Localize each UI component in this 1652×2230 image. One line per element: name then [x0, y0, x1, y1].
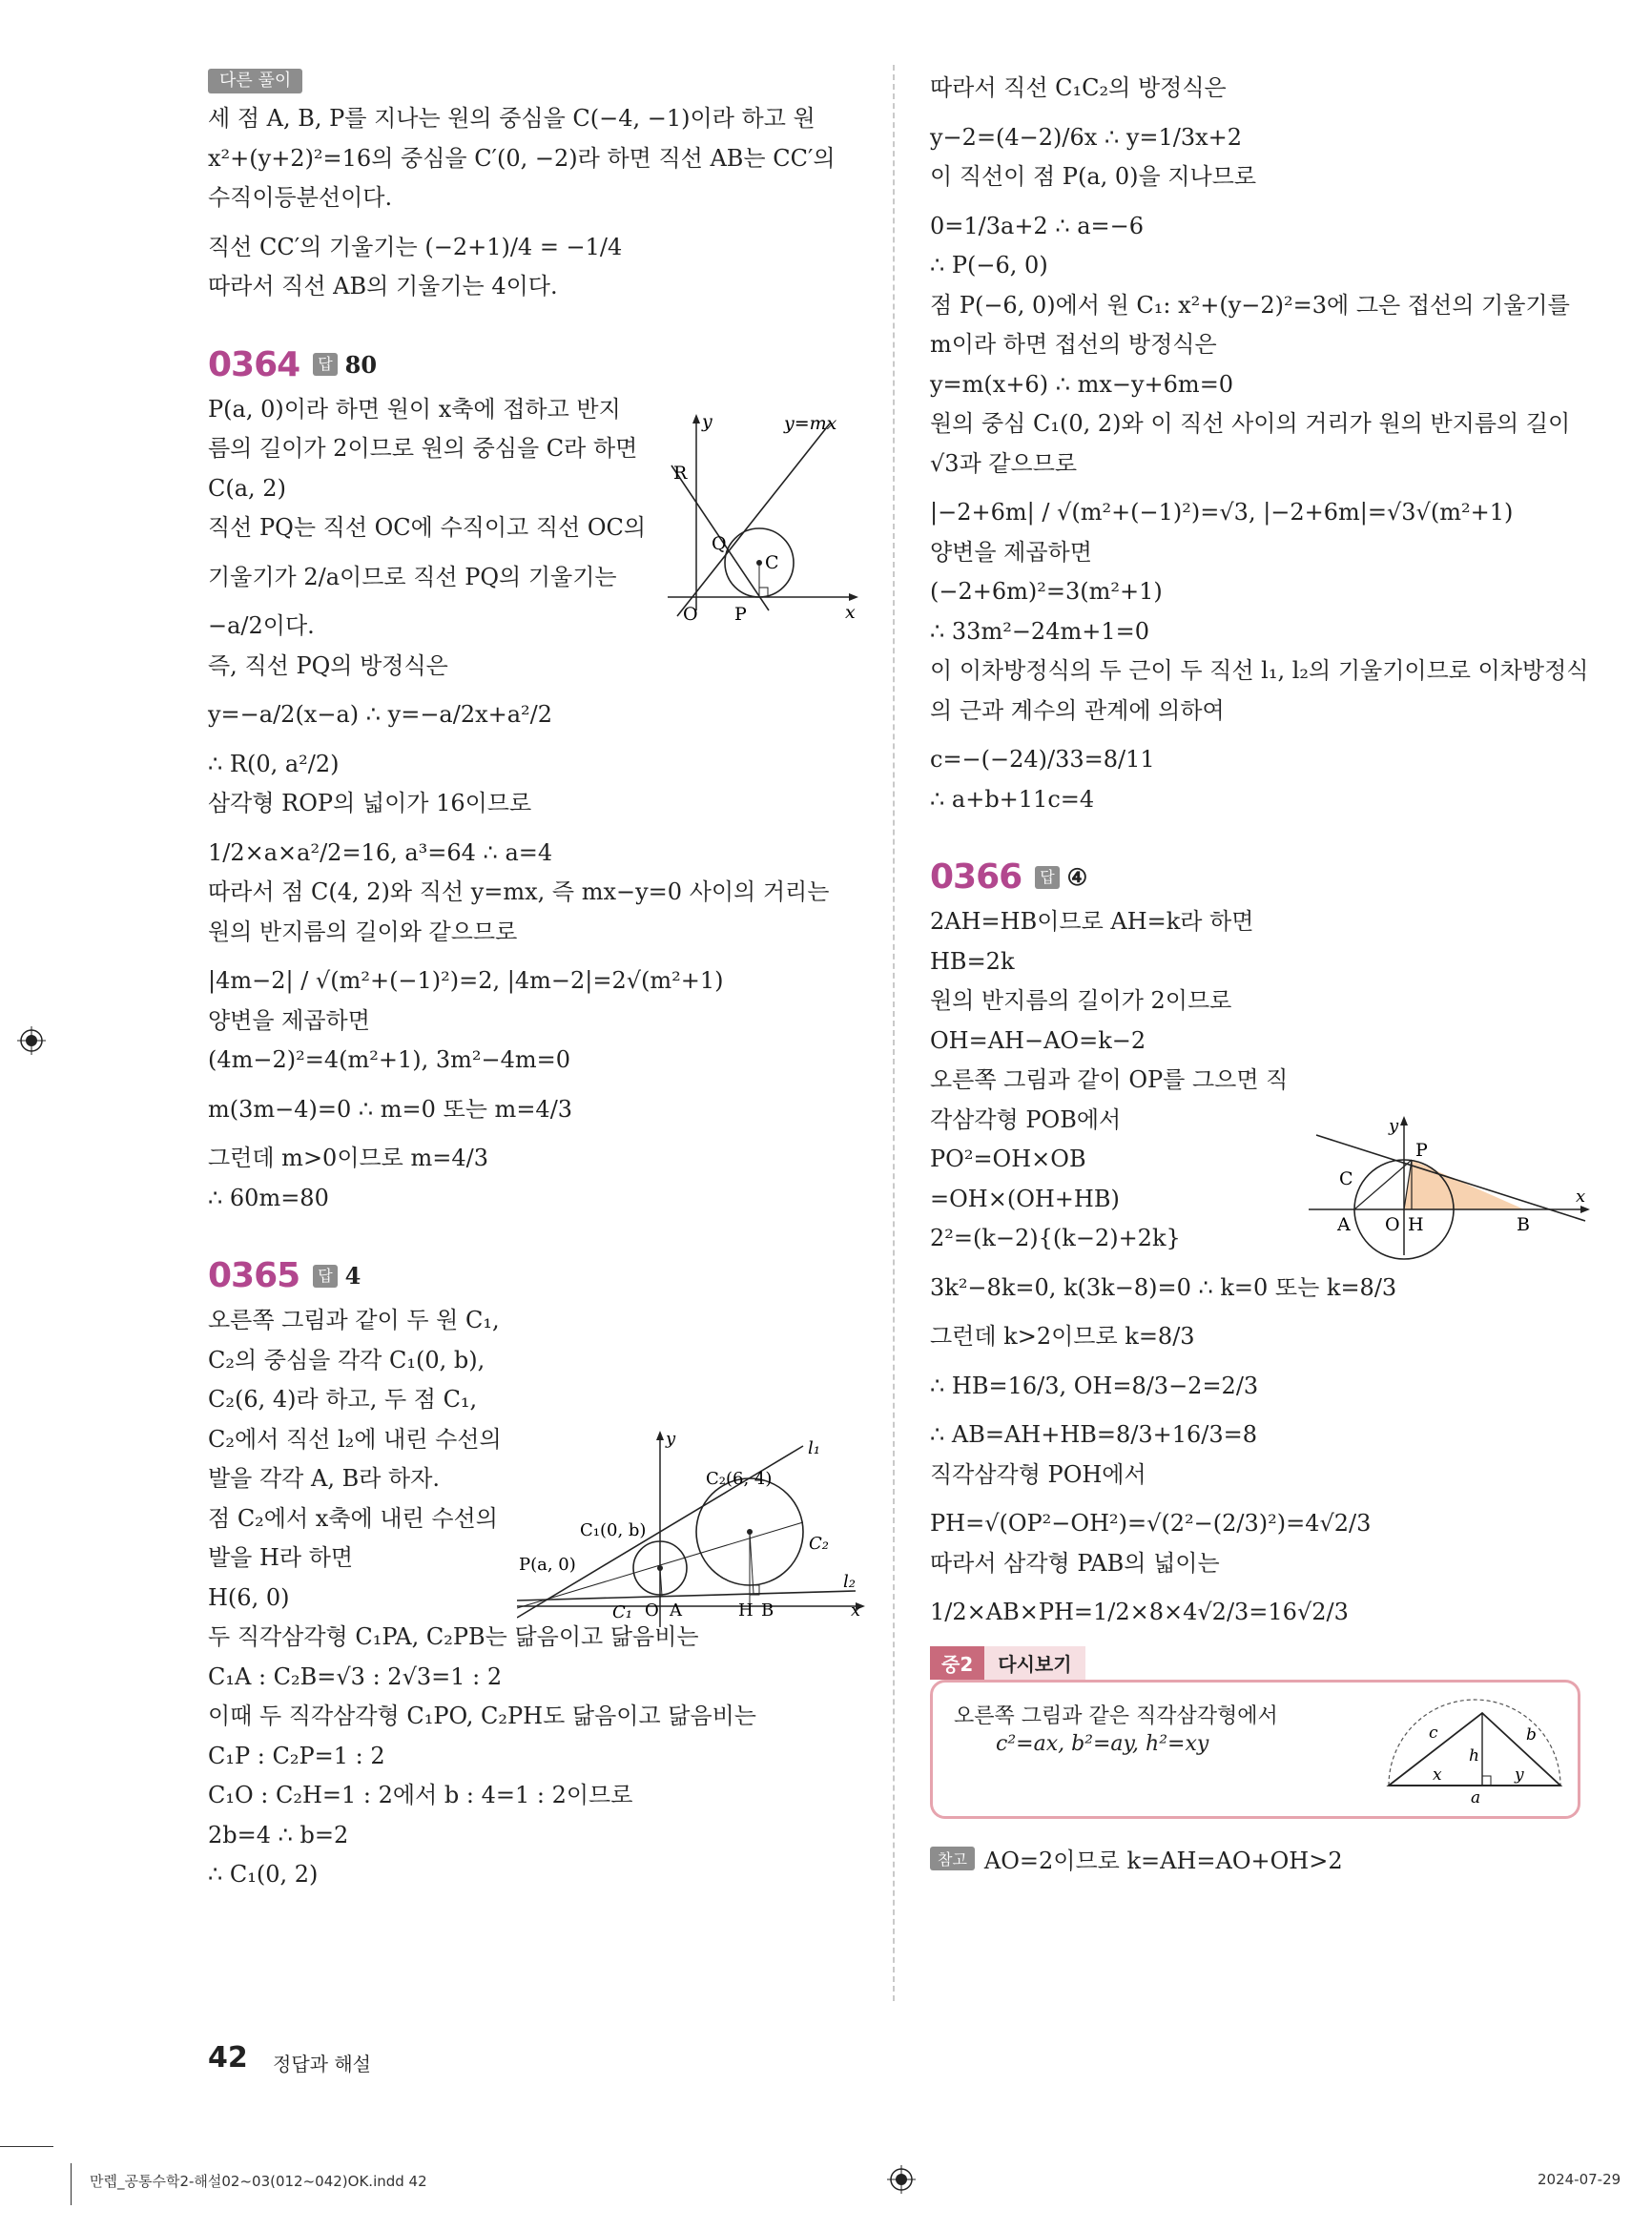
text-line: y=m(x+6) ∴ mx−y+6m=0	[930, 370, 1234, 398]
text-line: 수직이등분선이다.	[208, 184, 393, 211]
text-line: 따라서 삼각형 PAB의 넓이는	[930, 1549, 1220, 1577]
review-grade-tag: 중2	[930, 1646, 984, 1680]
label-x: x	[851, 1600, 861, 1621]
label-c1-center: C₁(0, b)	[580, 1520, 647, 1540]
problem-number: 0366	[930, 857, 1022, 897]
label-C2: C₂	[809, 1534, 829, 1554]
text-line: (−2+6m)²=3(m²+1)	[930, 578, 1163, 605]
answer-value: 4	[344, 1262, 361, 1290]
alt-solution	[208, 99, 866, 307]
label-A: A	[1337, 1214, 1351, 1235]
label-B: B	[1517, 1214, 1530, 1235]
text-line: x²+(y+2)²=16의 중심을 C′(0, −2)라 하면 직선 AB는 CC′의	[208, 144, 836, 172]
text-line: P(a, 0)이라 하면 원이 x축에 접하고 반지	[208, 395, 621, 423]
text-line: HB=2k	[930, 947, 1015, 975]
text-line: ∴ 33m²−24m+1=0	[930, 617, 1149, 645]
text-line: √3과 같으므로	[930, 449, 1078, 477]
label-h: h	[1469, 1745, 1479, 1765]
text-line: ∴ 60m=80	[208, 1184, 329, 1211]
label-x: x	[845, 602, 856, 623]
text-line: 2b=4 ∴ b=2	[208, 1821, 349, 1848]
label-b: b	[1526, 1724, 1537, 1745]
text-line: 직선 PQ는 직선 OC에 수직이고 직선 OC의	[208, 514, 647, 541]
label-y: y	[666, 1429, 676, 1449]
text-line: C₂의 중심을 각각 C₁(0, b),	[208, 1346, 485, 1373]
text-line: ∴ AB=AH+HB=8/3+16/3=8	[930, 1421, 1258, 1448]
label-H: H	[1408, 1214, 1424, 1235]
text-line: 이 직선이 점 P(a, 0)을 지나므로	[930, 163, 1257, 190]
text-line: 점 C₂에서 x축에 내린 수선의	[208, 1504, 498, 1532]
note	[930, 1842, 1588, 1875]
text-line: 그런데 m>0이므로 m=4/3	[208, 1145, 488, 1171]
text-line: C₂(6, 4)라 하고, 두 점 C₁,	[208, 1386, 478, 1413]
y-axis-arrow	[1400, 1116, 1408, 1125]
text-line: 양변을 제곱하면	[208, 1006, 370, 1034]
label-C: C	[1339, 1168, 1353, 1189]
label-O: O	[683, 604, 698, 625]
label-y: y	[702, 411, 712, 432]
text-line: −a/2이다.	[208, 612, 315, 639]
text-line: H(6, 0)	[208, 1583, 290, 1611]
problem-number: 0364	[208, 344, 300, 384]
text-line: 양변을 제곱하면	[930, 538, 1092, 566]
alt-solution-tag: 다른 풀이	[208, 69, 302, 93]
page-number: 42	[208, 2041, 248, 2075]
text-line: y=−a/2(x−a) ∴ y=−a/2x+a²/2	[208, 701, 553, 728]
figure-0364	[658, 410, 868, 630]
text-line: 직선 CC′의 기울기는 (−2+1)/4 = −1/4	[208, 233, 623, 260]
text-line: y−2=(4−2)/6x ∴ y=1/3x+2	[930, 123, 1243, 151]
text-line: ∴ R(0, a²/2)	[208, 750, 340, 777]
text-line: 그런데 k>2이므로 k=8/3	[930, 1323, 1195, 1350]
note-tag: 참고	[930, 1847, 975, 1870]
label-P: P	[1415, 1140, 1428, 1161]
label-Q: Q	[712, 533, 727, 554]
text-line: 이때 두 직각삼각형 C₁PO, C₂PH도 닮음이고 닮음비는	[208, 1703, 756, 1729]
file-info: 만렙_공통수학2-해설02~03(012~042)OK.indd 42	[90, 2173, 427, 2190]
problem-0366-body	[930, 902, 1588, 1633]
text-line: |−2+6m| / √(m²+(−1)²)=√3, |−2+6m|=√3√(m²+1)	[930, 499, 1514, 526]
segment-ap	[1354, 1160, 1412, 1209]
answer-value: 80	[344, 350, 378, 379]
label-O: O	[1385, 1214, 1400, 1235]
text-line: 오른쪽 그림과 같이 두 원 C₁,	[208, 1307, 500, 1333]
text-line: ∴ HB=16/3, OH=8/3−2=2/3	[930, 1372, 1259, 1399]
problem-number: 0365	[208, 1256, 300, 1295]
text-line: C₁O : C₂H=1 : 2에서 b : 4=1 : 2이므로	[208, 1782, 633, 1808]
text-line: 세 점 A, B, P를 지나는 원의 중심을 C(−4, −1)이라 하고 원	[208, 105, 816, 132]
label-y: y	[1515, 1765, 1524, 1785]
text-line: m이라 하면 접선의 방정식은	[930, 331, 1217, 358]
text-line: C₁A : C₂B=√3 : 2√3=1 : 2	[208, 1662, 503, 1690]
label-x: x	[1433, 1765, 1442, 1785]
note-text: AO=2이므로 k=AH=AO+OH>2	[983, 1847, 1343, 1874]
label-A: A	[670, 1600, 682, 1621]
text-line: ∴ a+b+11c=4	[930, 785, 1095, 813]
problem-0366-header	[930, 857, 1588, 897]
text-line: PO²=OH×OB	[930, 1146, 1086, 1172]
right-column	[930, 69, 1588, 1875]
label-l1: l₁	[808, 1438, 820, 1458]
answer-tag: 답	[1035, 866, 1059, 889]
label-H: H	[738, 1600, 754, 1621]
text-line: 원의 반지름의 길이가 2이므로	[930, 987, 1232, 1014]
text-line: 두 직각삼각형 C₁PA, C₂PB는 닮음이고 닮음비는	[208, 1623, 699, 1650]
figure-0365	[517, 1427, 870, 1637]
crop-mark	[71, 2163, 72, 2205]
y-axis-arrow	[656, 1431, 664, 1440]
text-line: 직각삼각형 POH에서	[930, 1460, 1146, 1488]
page-label: 정답과 해설	[273, 2053, 371, 2075]
shaded-triangle	[1404, 1160, 1524, 1209]
print-date: 2024-07-29	[1538, 2171, 1621, 2188]
answer-tag: 답	[313, 353, 337, 376]
registration-mark-icon	[17, 1026, 46, 1055]
label-P: P	[734, 604, 747, 625]
x-axis-arrow	[849, 593, 858, 601]
text-line: 삼각형 ROP의 넓이가 16이므로	[208, 790, 532, 816]
text-line: 0=1/3a+2 ∴ a=−6	[930, 212, 1145, 239]
label-c2-center: C₂(6, 4)	[706, 1469, 773, 1489]
text-line: 2AH=HB이므로 AH=k라 하면	[930, 908, 1254, 935]
text-line: 2²=(k−2){(k−2)+2k}	[930, 1225, 1181, 1251]
label-p: P(a, 0)	[519, 1555, 576, 1575]
text-line: 1/2×a×a²/2=16, a³=64 ∴ a=4	[208, 838, 553, 866]
text-line: 의 근과 계수의 관계에 의하여	[930, 696, 1225, 724]
text-line: 름의 길이가 2이므로 원의 중심을 C라 하면	[208, 435, 638, 462]
registration-mark-icon	[887, 2165, 916, 2194]
text-line: (4m−2)²=4(m²+1), 3m²−4m=0	[208, 1046, 571, 1073]
text-line: OH=AH−AO=k−2	[930, 1026, 1146, 1054]
label-a: a	[1471, 1787, 1481, 1805]
label-x: x	[1576, 1187, 1586, 1207]
text-line: 기울기가 2/a이므로 직선 PQ의 기울기는	[208, 563, 617, 590]
label-c: c	[1429, 1723, 1438, 1743]
text-line: 원의 반지름의 길이와 같으므로	[208, 918, 518, 945]
answer-value: ④	[1066, 863, 1088, 891]
label-B: B	[761, 1600, 774, 1621]
label-O: O	[645, 1600, 659, 1621]
review-header	[930, 1646, 1588, 1680]
text-line: 즉, 직선 PQ의 방정식은	[208, 651, 448, 679]
y-axis-arrow	[692, 414, 700, 423]
text-line: ∴ C₁(0, 2)	[208, 1861, 319, 1888]
text-line: c=−(−24)/33=8/11	[930, 746, 1155, 773]
answer-tag: 답	[313, 1265, 337, 1288]
label-R: R	[673, 463, 688, 484]
text-line: =OH×(OH+HB)	[930, 1185, 1120, 1212]
text-line: 점 P(−6, 0)에서 원 C₁: x²+(y−2)²=3에 그은 접선의 기울기를	[930, 291, 1570, 319]
column-divider	[893, 65, 895, 2001]
text-line: 이 이차방정식의 두 근이 두 직선 l₁, l₂의 기울기이므로 이차방정식	[930, 657, 1589, 684]
review-title: 다시보기	[984, 1646, 1084, 1680]
x-axis-arrow	[1580, 1206, 1590, 1213]
text-line: 발을 H라 하면	[208, 1544, 354, 1571]
review-text: 오른쪽 그림과 같은 직각삼각형에서	[954, 1703, 1278, 1728]
review-formula: c²=ax, b²=ay, h²=xy	[996, 1731, 1209, 1756]
text-line: 원의 중심 C₁(0, 2)와 이 직선 사이의 거리가 원의 반지름의 길이	[930, 410, 1571, 437]
text-line: 따라서 직선 C₁C₂의 방정식은	[930, 74, 1227, 101]
problem-0364-header	[208, 345, 866, 384]
text-line: m(3m−4)=0 ∴ m=0 또는 m=4/3	[208, 1095, 573, 1123]
right-angle-mark	[1482, 1776, 1491, 1786]
figure-0366	[1309, 1112, 1595, 1265]
review-figure	[1381, 1690, 1568, 1805]
text-line: 발을 각각 A, B라 하자.	[208, 1465, 441, 1492]
label-C: C	[765, 552, 779, 573]
text-line: 따라서 점 C(4, 2)와 직선 y=mx, 즉 mx−y=0 사이의 거리는	[208, 878, 830, 905]
text-line: |4m−2| / √(m²+(−1)²)=2, |4m−2|=2√(m²+1)	[208, 967, 724, 994]
crop-mark	[0, 2146, 53, 2147]
review-box	[930, 1680, 1580, 1819]
problem-0365-header	[208, 1256, 866, 1295]
text-line: C₁P : C₂P=1 : 2	[208, 1742, 385, 1769]
label-C1: C₁	[612, 1602, 632, 1622]
text-line: 각삼각형 POB에서	[930, 1105, 1122, 1133]
text-line: PH=√(OP²−OH²)=√(2²−(2/3)²)=4√2/3	[930, 1510, 1372, 1537]
text-line: 3k²−8k=0, k(3k−8)=0 ∴ k=0 또는 k=8/3	[930, 1273, 1397, 1301]
label-y-mx: y=mx	[784, 413, 837, 434]
label-y: y	[1389, 1116, 1399, 1136]
text-line: C₂에서 직선 l₂에 내린 수선의	[208, 1425, 502, 1453]
text-line: 1/2×AB×PH=1/2×8×4√2/3=16√2/3	[930, 1599, 1349, 1625]
text-line: 오른쪽 그림과 같이 OP를 그으면 직	[930, 1066, 1289, 1093]
label-l2: l₂	[843, 1572, 856, 1592]
text-line: ∴ P(−6, 0)	[930, 252, 1048, 279]
text-line: C(a, 2)	[208, 474, 286, 502]
text-line: 따라서 직선 AB의 기울기는 4이다.	[208, 273, 558, 299]
line-l2	[517, 1591, 856, 1600]
